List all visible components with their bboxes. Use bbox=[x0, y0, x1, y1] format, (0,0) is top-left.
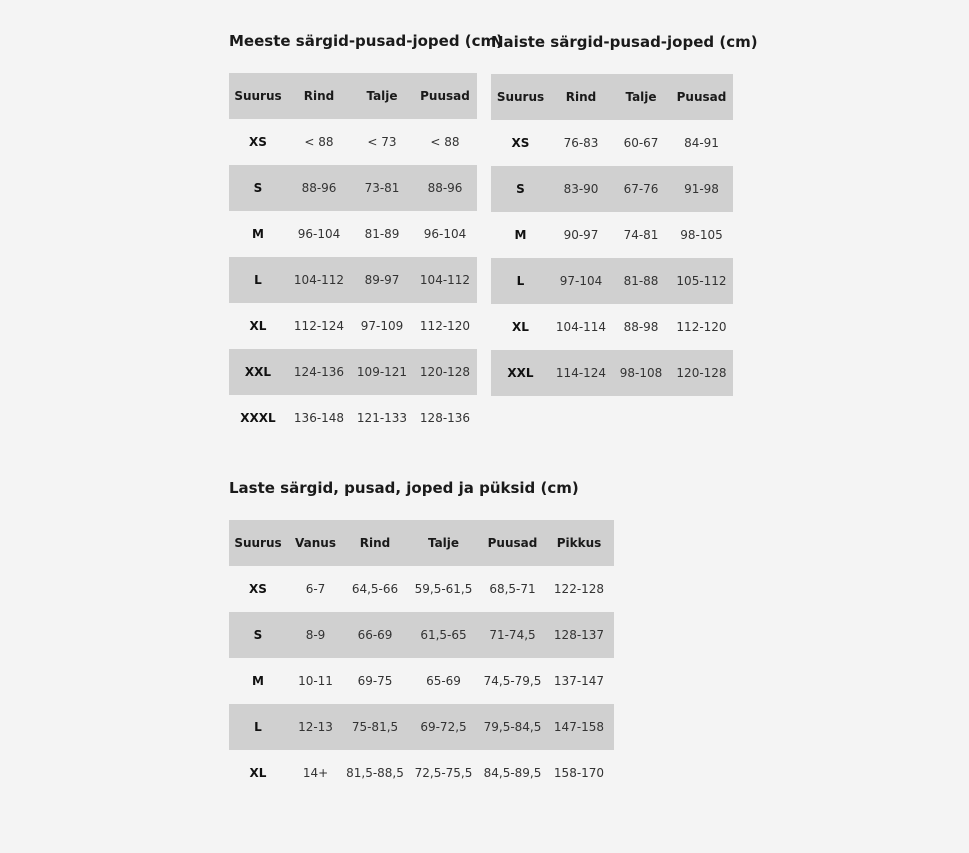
size-cell: XS bbox=[511, 136, 530, 150]
column-header: Rind bbox=[565, 90, 597, 104]
measurement-cell: 81-89 bbox=[364, 227, 400, 241]
measurement-cell: 79,5-84,5 bbox=[483, 720, 542, 734]
column-header: Suurus bbox=[234, 536, 282, 550]
measurement-cell: 59,5-61,5 bbox=[414, 582, 473, 596]
measurement-cell: 75-81,5 bbox=[351, 720, 399, 734]
measurement-cell: 112-120 bbox=[676, 320, 727, 334]
measurement-cell: 81,5-88,5 bbox=[346, 766, 404, 780]
women-table-title: Naiste särgid-pusad-joped (cm) bbox=[491, 33, 758, 51]
column-header: Puusad bbox=[487, 536, 538, 550]
size-cell: XXXL bbox=[240, 411, 276, 425]
measurement-cell: 121-133 bbox=[356, 411, 408, 425]
measurement-cell: 67-76 bbox=[623, 182, 659, 196]
size-cell: L bbox=[254, 273, 262, 287]
size-cell: L bbox=[254, 720, 262, 734]
measurement-cell: 97-104 bbox=[559, 274, 603, 288]
measurement-cell: 65-69 bbox=[426, 674, 461, 688]
column-header: Suurus bbox=[496, 90, 545, 104]
measurement-cell: 6-7 bbox=[305, 582, 326, 596]
column-header: Rind bbox=[359, 536, 391, 550]
table-row bbox=[491, 212, 733, 258]
measurement-cell: 81-88 bbox=[623, 274, 659, 288]
measurement-cell: 98-105 bbox=[680, 228, 723, 242]
size-cell: L bbox=[516, 274, 525, 288]
measurement-cell: 89-97 bbox=[364, 273, 400, 287]
measurement-cell: 74-81 bbox=[623, 228, 659, 242]
measurement-cell: 128-137 bbox=[553, 628, 605, 642]
measurement-cell: 104-112 bbox=[419, 273, 471, 287]
measurement-cell: 97-109 bbox=[360, 319, 404, 333]
column-header: Talje bbox=[625, 90, 657, 104]
measurement-cell: 114-124 bbox=[555, 366, 607, 380]
measurement-cell: < 73 bbox=[367, 135, 397, 149]
table-header-row bbox=[229, 73, 477, 119]
measurement-cell: 136-148 bbox=[293, 411, 345, 425]
measurement-cell: 14+ bbox=[302, 766, 329, 780]
table-row bbox=[229, 211, 477, 257]
size-cell: XXL bbox=[507, 366, 534, 380]
measurement-cell: 76-83 bbox=[563, 136, 599, 150]
column-header: Vanus bbox=[295, 536, 336, 550]
measurement-cell: 60-67 bbox=[623, 136, 659, 150]
kids-size-table bbox=[229, 520, 614, 796]
column-header: Puusad bbox=[676, 90, 727, 104]
size-cell: S bbox=[516, 182, 525, 196]
table-row bbox=[229, 165, 477, 211]
size-cell: XL bbox=[249, 766, 267, 780]
measurement-cell: 91-98 bbox=[684, 182, 719, 196]
women-size-table bbox=[491, 74, 733, 396]
measurement-cell: 72,5-75,5 bbox=[414, 766, 473, 780]
column-header: Talje bbox=[427, 536, 460, 550]
column-header: Pikkus bbox=[556, 536, 602, 550]
size-cell: XS bbox=[249, 135, 267, 149]
measurement-cell: 105-112 bbox=[676, 274, 727, 288]
measurement-cell: 69-75 bbox=[357, 674, 393, 688]
table-row bbox=[229, 704, 614, 750]
measurement-cell: 61,5-65 bbox=[420, 628, 467, 642]
measurement-cell: 112-124 bbox=[293, 319, 345, 333]
measurement-cell: 112-120 bbox=[419, 319, 471, 333]
measurement-cell: 98-108 bbox=[619, 366, 663, 380]
table-row bbox=[229, 750, 614, 796]
table-header-row bbox=[491, 74, 733, 120]
measurement-cell: 74,5-79,5 bbox=[483, 674, 542, 688]
table-row bbox=[229, 257, 477, 303]
table-row bbox=[229, 566, 614, 612]
measurement-cell: 124-136 bbox=[293, 365, 345, 379]
table-row bbox=[229, 119, 477, 165]
measurement-cell: 64,5-66 bbox=[351, 582, 399, 596]
measurement-cell: 84-91 bbox=[684, 136, 719, 150]
measurement-cell: 104-112 bbox=[293, 273, 345, 287]
measurement-cell: 88-96 bbox=[301, 181, 337, 195]
measurement-cell: 122-128 bbox=[553, 582, 605, 596]
measurement-cell: 83-90 bbox=[563, 182, 599, 196]
measurement-cell: 12-13 bbox=[298, 720, 333, 734]
size-cell: XL bbox=[512, 320, 529, 334]
size-cell: M bbox=[514, 228, 527, 242]
table-row bbox=[229, 658, 614, 704]
kids-table-title: Laste särgid, pusad, joped ja püksid (cm) bbox=[229, 479, 579, 497]
measurement-cell: 71-74,5 bbox=[489, 628, 536, 642]
table-row bbox=[229, 349, 477, 395]
measurement-cell: 88-96 bbox=[427, 181, 463, 195]
size-cell: S bbox=[253, 181, 263, 195]
column-header: Suurus bbox=[234, 89, 282, 103]
measurement-cell: 120-128 bbox=[676, 366, 727, 380]
size-cell: XL bbox=[249, 319, 267, 333]
table-row bbox=[491, 350, 733, 396]
column-header: Puusad bbox=[420, 89, 470, 103]
table-row bbox=[491, 120, 733, 166]
measurement-cell: < 88 bbox=[304, 135, 334, 149]
table-row bbox=[229, 395, 477, 441]
measurement-cell: 10-11 bbox=[298, 674, 333, 688]
size-cell: XS bbox=[249, 582, 267, 596]
measurement-cell: 109-121 bbox=[356, 365, 408, 379]
table-row bbox=[229, 303, 477, 349]
size-cell: M bbox=[252, 674, 264, 688]
measurement-cell: 96-104 bbox=[423, 227, 467, 241]
measurement-cell: < 88 bbox=[430, 135, 460, 149]
measurement-cell: 8-9 bbox=[305, 628, 326, 642]
measurement-cell: 104-114 bbox=[555, 320, 607, 334]
men-size-table bbox=[229, 73, 477, 441]
measurement-cell: 90-97 bbox=[563, 228, 599, 242]
size-cell: S bbox=[253, 628, 263, 642]
size-cell: M bbox=[252, 227, 264, 241]
column-header: Talje bbox=[366, 89, 398, 103]
measurement-cell: 73-81 bbox=[364, 181, 400, 195]
table-row bbox=[229, 612, 614, 658]
measurement-cell: 69-72,5 bbox=[420, 720, 467, 734]
measurement-cell: 88-98 bbox=[623, 320, 659, 334]
column-header: Rind bbox=[303, 89, 335, 103]
measurement-cell: 147-158 bbox=[553, 720, 605, 734]
table-row bbox=[491, 258, 733, 304]
measurement-cell: 158-170 bbox=[553, 766, 605, 780]
measurement-cell: 128-136 bbox=[419, 411, 471, 425]
size-cell: XXL bbox=[244, 365, 272, 379]
table-row bbox=[491, 304, 733, 350]
measurement-cell: 68,5-71 bbox=[489, 582, 536, 596]
measurement-cell: 137-147 bbox=[553, 674, 605, 688]
table-row bbox=[491, 166, 733, 212]
measurement-cell: 96-104 bbox=[297, 227, 341, 241]
table-header-row bbox=[229, 520, 614, 566]
measurement-cell: 84,5-89,5 bbox=[483, 766, 542, 780]
measurement-cell: 120-128 bbox=[419, 365, 471, 379]
measurement-cell: 66-69 bbox=[357, 628, 393, 642]
men-table-title: Meeste särgid-pusad-joped (cm) bbox=[229, 32, 504, 50]
